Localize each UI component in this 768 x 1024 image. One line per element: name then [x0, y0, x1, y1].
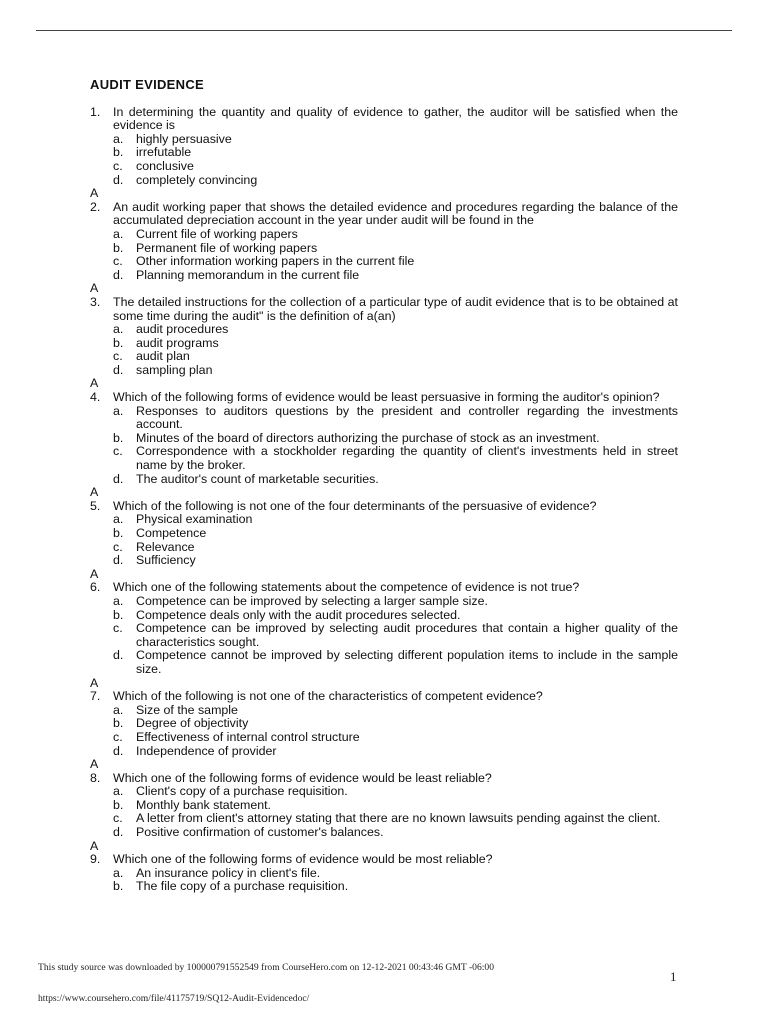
answer-option [113, 785, 678, 799]
question-number: 3. [90, 294, 101, 309]
option-text: Responses to auditors questions by the president and controller regarding the investments account. [136, 403, 678, 432]
download-notice: This study source was downloaded by 100000791552549 from CourseHero.com on 12-12-2021 00:43:46 GMT -06:00 [38, 962, 495, 973]
answer-option [113, 242, 678, 256]
question-list [90, 106, 678, 894]
option-letter: a. [113, 865, 124, 880]
option-letter: d. [113, 362, 124, 377]
document-title: AUDIT EVIDENCE [90, 77, 204, 92]
answer-option [113, 731, 678, 745]
question-number: 5. [90, 498, 101, 513]
question-text: Which of the following forms of evidence would be least persuasive in forming the auditor's opinion? [113, 390, 660, 405]
answer-key: A [90, 566, 99, 581]
option-letter: c. [113, 811, 123, 826]
option-letter: b. [113, 526, 124, 540]
option-letter: d. [113, 267, 124, 282]
option-letter: d. [113, 553, 124, 568]
answer-option [113, 867, 678, 881]
option-list [113, 785, 678, 839]
answer-key: A [90, 376, 99, 391]
option-letter: a. [113, 226, 124, 241]
option-letter: c. [113, 539, 123, 554]
question-item [90, 853, 678, 894]
option-text: Size of the sample [136, 702, 238, 717]
question-number: 2. [90, 199, 101, 214]
option-list [113, 133, 678, 187]
option-text: audit plan [136, 349, 190, 364]
option-list [113, 405, 678, 487]
option-letter: c. [113, 158, 123, 173]
answer-option [113, 717, 678, 731]
option-letter: a. [113, 702, 124, 717]
option-letter: c. [113, 729, 123, 744]
answer-key: A [90, 485, 99, 500]
question-item [90, 106, 678, 188]
question-item [90, 581, 678, 676]
option-text: Competence deals only with the audit procedures selected. [136, 607, 461, 622]
question-text: Which one of the following statements about the competence of evidence is not true? [113, 580, 580, 595]
option-letter: b. [113, 430, 124, 445]
option-letter: d. [113, 648, 124, 663]
option-letter: a. [113, 131, 124, 146]
option-list [113, 595, 678, 677]
question-number: 8. [90, 770, 101, 785]
question-text: An audit working paper that shows the detailed evidence and procedures regarding the balance of the accumulated depreciation account in the year under audit will be found in the [113, 199, 678, 228]
option-letter: a. [113, 322, 124, 337]
option-letter: c. [113, 444, 123, 459]
answer-option [113, 432, 678, 446]
question-item [90, 296, 678, 378]
answer-option [113, 228, 678, 242]
option-list [113, 323, 678, 377]
option-letter: b. [113, 335, 124, 350]
answer-option [113, 622, 678, 649]
option-text: sampling plan [136, 362, 213, 377]
answer-option [113, 350, 678, 364]
option-letter: b. [113, 716, 124, 731]
option-text: The auditor's count of marketable securities. [136, 471, 379, 486]
top-rule [36, 30, 732, 31]
option-text: Degree of objectivity [136, 716, 249, 731]
question-item [90, 772, 678, 840]
answer-option [113, 473, 678, 487]
answer-option [113, 799, 678, 813]
option-text: Positive confirmation of customer's balances. [136, 825, 384, 840]
answer-option [113, 174, 678, 188]
option-text: Competence cannot be improved by selecting different population items to include in the sample size. [136, 648, 678, 676]
answer-option [113, 323, 678, 337]
answer-option [113, 704, 678, 718]
question-item [90, 500, 678, 568]
answer-option [113, 405, 678, 432]
option-text: Competence can be improved by selecting a larger sample size. [136, 593, 488, 608]
answer-option [113, 255, 678, 269]
answer-option [113, 541, 678, 555]
question-item [90, 391, 678, 486]
option-text: audit procedures [136, 322, 229, 337]
option-letter: d. [113, 825, 124, 840]
option-list [113, 513, 678, 567]
answer-option [113, 364, 678, 378]
question-text: Which of the following is not one of the four determinants of the persuasive of evidence? [113, 498, 597, 513]
answer-option [113, 527, 678, 541]
option-text: Client's copy of a purchase requisition. [136, 784, 348, 799]
option-text: completely convincing [136, 172, 258, 187]
option-text: Sufficiency [136, 553, 196, 568]
answer-option [113, 609, 678, 623]
option-text: conclusive [136, 158, 194, 173]
option-letter: b. [113, 240, 124, 255]
option-letter: d. [113, 471, 124, 486]
answer-key: A [90, 186, 99, 201]
question-item [90, 201, 678, 283]
option-text: Permanent file of working papers [136, 240, 318, 255]
option-text: Effectiveness of internal control structure [136, 729, 360, 744]
option-text: Competence can be improved by selecting audit procedures that contain a higher quality of the characteristics sought. [136, 621, 678, 649]
option-letter: d. [113, 743, 124, 758]
option-text: Correspondence with a stockholder regarding the quantity of client's investments held in street name by the broker. [136, 444, 678, 473]
option-letter: b. [113, 879, 124, 894]
option-letter: c. [113, 254, 123, 269]
answer-key: A [90, 281, 99, 296]
option-text: The file copy of a purchase requisition. [136, 879, 349, 894]
option-text: Independence of provider [136, 743, 277, 758]
option-text: Relevance [136, 539, 195, 554]
option-text: Current file of working papers [136, 226, 298, 241]
question-number: 9. [90, 852, 101, 867]
answer-option [113, 269, 678, 283]
answer-key: A [90, 838, 99, 853]
question-text: Which one of the following forms of evidence would be least reliable? [113, 770, 492, 785]
answer-option [113, 146, 678, 160]
option-letter: d. [113, 172, 124, 187]
option-letter: b. [113, 145, 124, 160]
option-text: A letter from client's attorney stating that there are no known lawsuits pending against the client. [136, 811, 661, 826]
option-text: An insurance policy in client's file. [136, 865, 321, 880]
question-item [90, 690, 678, 758]
option-list [113, 867, 678, 894]
answer-key: A [90, 757, 99, 772]
question-number: 6. [90, 580, 101, 595]
answer-option [113, 880, 678, 894]
answer-option [113, 337, 678, 351]
option-text: highly persuasive [136, 131, 232, 146]
option-letter: a. [113, 403, 124, 418]
option-text: Competence [136, 526, 207, 540]
option-letter: c. [113, 621, 123, 636]
page-number: 1 [670, 969, 677, 984]
answer-option [113, 133, 678, 147]
question-text: Which one of the following forms of evidence would be most reliable? [113, 852, 493, 867]
option-letter: b. [113, 607, 124, 622]
question-number: 4. [90, 390, 101, 405]
option-letter: c. [113, 349, 123, 364]
option-letter: b. [113, 797, 124, 812]
question-text: The detailed instructions for the collection of a particular type of audit evidence that is to be obtained at some time during the audit" is the definition of a(an) [113, 294, 678, 323]
option-list [113, 704, 678, 758]
answer-option [113, 826, 678, 840]
option-text: audit programs [136, 335, 219, 350]
option-letter: a. [113, 784, 124, 799]
answer-option [113, 513, 678, 527]
answer-key: A [90, 675, 99, 690]
source-url[interactable]: https://www.coursehero.com/file/41175719/SQ12-Audit-Evidencedoc/ [38, 993, 310, 1004]
option-text: Planning memorandum in the current file [136, 267, 360, 282]
document-body [90, 78, 678, 894]
question-number: 7. [90, 689, 101, 704]
option-letter: a. [113, 512, 124, 527]
answer-option [113, 745, 678, 759]
question-number: 1. [90, 104, 101, 119]
option-text: Minutes of the board of directors authorizing the purchase of stock as an investment. [136, 430, 600, 445]
question-text: In determining the quantity and quality of evidence to gather, the auditor will be satisfied when the evidence is [113, 104, 678, 133]
answer-option [113, 445, 678, 472]
answer-option [113, 812, 678, 826]
answer-option [113, 160, 678, 174]
answer-option [113, 595, 678, 609]
option-text: Monthly bank statement. [136, 797, 271, 812]
option-text: irrefutable [136, 145, 192, 160]
question-text: Which of the following is not one of the characteristics of competent evidence? [113, 689, 543, 704]
answer-option [113, 649, 678, 676]
option-text: Other information working papers in the current file [136, 254, 415, 269]
option-letter: a. [113, 593, 124, 608]
answer-option [113, 554, 678, 568]
option-list [113, 228, 678, 282]
option-text: Physical examination [136, 512, 253, 527]
